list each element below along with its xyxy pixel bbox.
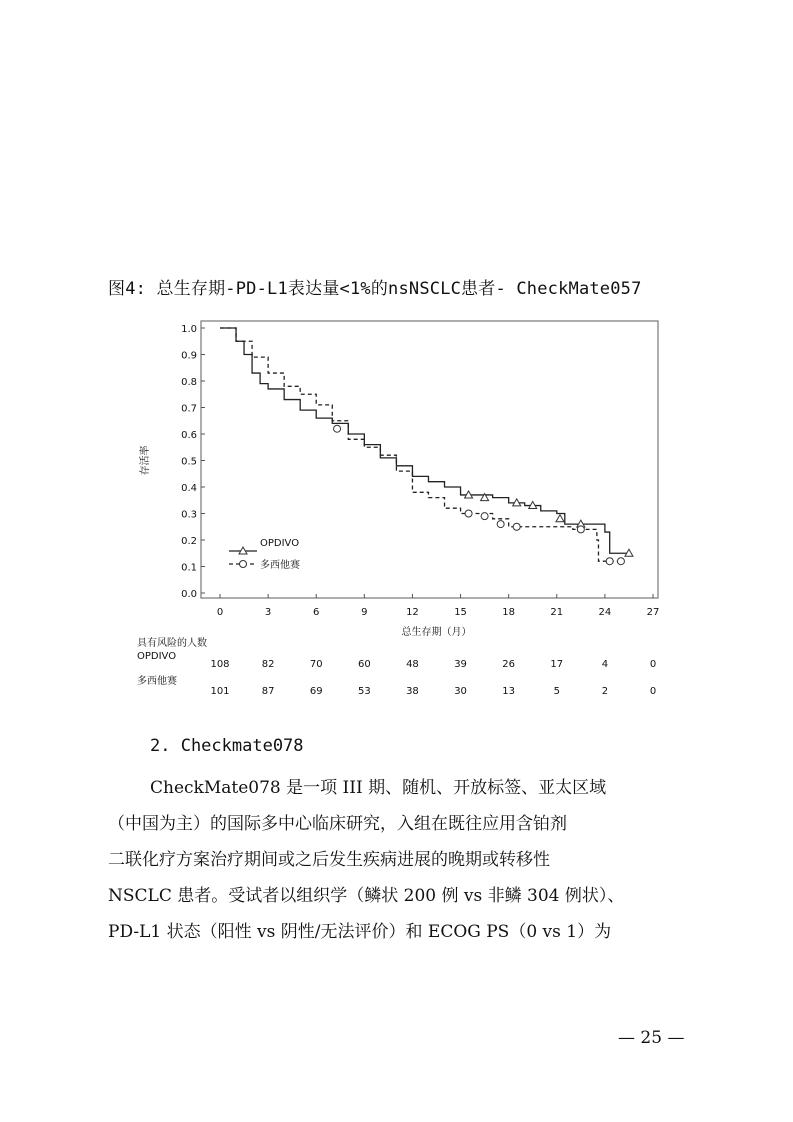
risk-value: 17: [550, 659, 564, 670]
section-paragraph: [108, 770, 688, 950]
censor-circle: [617, 558, 624, 565]
risk-value: 2: [601, 686, 609, 697]
y-tick-label: 0.5: [181, 456, 197, 468]
censor-triangle: [556, 515, 564, 522]
legend-label: 多西他赛: [260, 560, 300, 571]
x-tick-label: 3: [264, 607, 272, 618]
plot-series: [220, 328, 633, 565]
risk-value: 30: [454, 686, 467, 697]
paragraph-line: （中国为主）的国际多中心临床研究，入组在既往应用含铂剂: [108, 814, 567, 834]
y-tick-label: 1.0: [181, 324, 197, 335]
plot-border: [201, 321, 658, 598]
censor-circle: [577, 526, 584, 533]
x-tick-label: 6: [313, 607, 320, 618]
x-tick-label: 15: [454, 607, 467, 618]
y-tick-label: 0.0: [181, 589, 197, 600]
risk-value: 13: [502, 686, 516, 697]
series-docetaxel: [220, 328, 624, 565]
risk-value: 0: [649, 659, 657, 670]
y-tick-label: 0.2: [181, 536, 197, 547]
x-tick-label: 27: [646, 607, 660, 618]
y-tick-label: 0.7: [181, 403, 197, 415]
risk-header: 具有风险的人数: [137, 638, 207, 649]
chart-legend: [229, 538, 300, 571]
risk-value: 0: [649, 686, 657, 697]
y-tick-label: 0.8: [181, 377, 197, 388]
risk-value: 26: [502, 659, 516, 670]
y-tick-label: 0.1: [181, 562, 197, 574]
censor-circle: [606, 558, 613, 565]
censor-circle: [481, 513, 488, 520]
risk-value: 5: [553, 686, 560, 697]
risk-value: 60: [357, 659, 371, 670]
series-opdivo: [220, 328, 633, 556]
censor-circle: [240, 561, 247, 568]
paragraph-line: NSCLC 患者。受试者以组织学（鳞状 200 例 vs 非鳞 304 例状）、: [108, 886, 625, 906]
censor-circle: [497, 521, 504, 528]
risk-table: [137, 636, 656, 697]
y-tick-label: 0.4: [181, 483, 197, 494]
risk-value: 108: [210, 659, 230, 670]
risk-value: 4: [601, 659, 609, 670]
risk-value: 69: [309, 686, 323, 697]
censor-circle: [513, 523, 520, 530]
x-axis-label: 总生存期（月）: [401, 627, 472, 638]
paragraph-line: 二联化疗方案治疗期间或之后发生疾病进展的晚期或转移性: [108, 850, 550, 870]
risk-value: 87: [261, 686, 275, 697]
x-tick-label: 9: [361, 607, 368, 618]
x-tick-label: 24: [598, 607, 612, 618]
risk-value: 70: [309, 659, 323, 670]
legend-label: OPDIVO: [260, 538, 300, 549]
risk-value: 39: [454, 659, 467, 670]
risk-row-label: 多西他赛: [137, 676, 177, 687]
risk-value: 53: [357, 686, 371, 697]
survival-curve: [220, 328, 629, 553]
y-tick-label: 0.9: [181, 350, 197, 362]
paragraph-line: CheckMate078 是一项 III 期、随机、开放标签、亚太区域: [150, 778, 607, 798]
risk-value: 48: [406, 659, 419, 670]
page-number: — 25 —: [618, 1028, 685, 1048]
axis-ticks: [138, 324, 659, 638]
y-axis-label: 存活率: [140, 445, 151, 476]
x-tick-label: 21: [550, 607, 564, 618]
risk-value: 38: [406, 686, 419, 697]
x-tick-label: 0: [216, 607, 224, 618]
section-title: 2. Checkmate078: [150, 736, 304, 756]
y-tick-label: 0.3: [181, 509, 197, 521]
x-tick-label: 12: [406, 607, 419, 618]
censor-circle: [334, 425, 341, 432]
survival-curve: [220, 328, 621, 561]
risk-value: 101: [210, 686, 230, 697]
paragraph-line: PD-L1 状态（阳性 vs 阴性/无法评价）和 ECOG PS（0 vs 1）为: [108, 922, 612, 942]
censor-circle: [465, 510, 472, 517]
plot-frame: [201, 321, 658, 598]
figure-caption: 图4: 总生存期-PD-L1表达量<1%的nsNSCLC患者- CheckMate057: [108, 279, 642, 299]
risk-row-label: OPDIVO: [137, 651, 177, 662]
risk-value: 82: [261, 659, 275, 670]
y-tick-label: 0.6: [181, 430, 197, 441]
x-tick-label: 18: [502, 607, 516, 618]
